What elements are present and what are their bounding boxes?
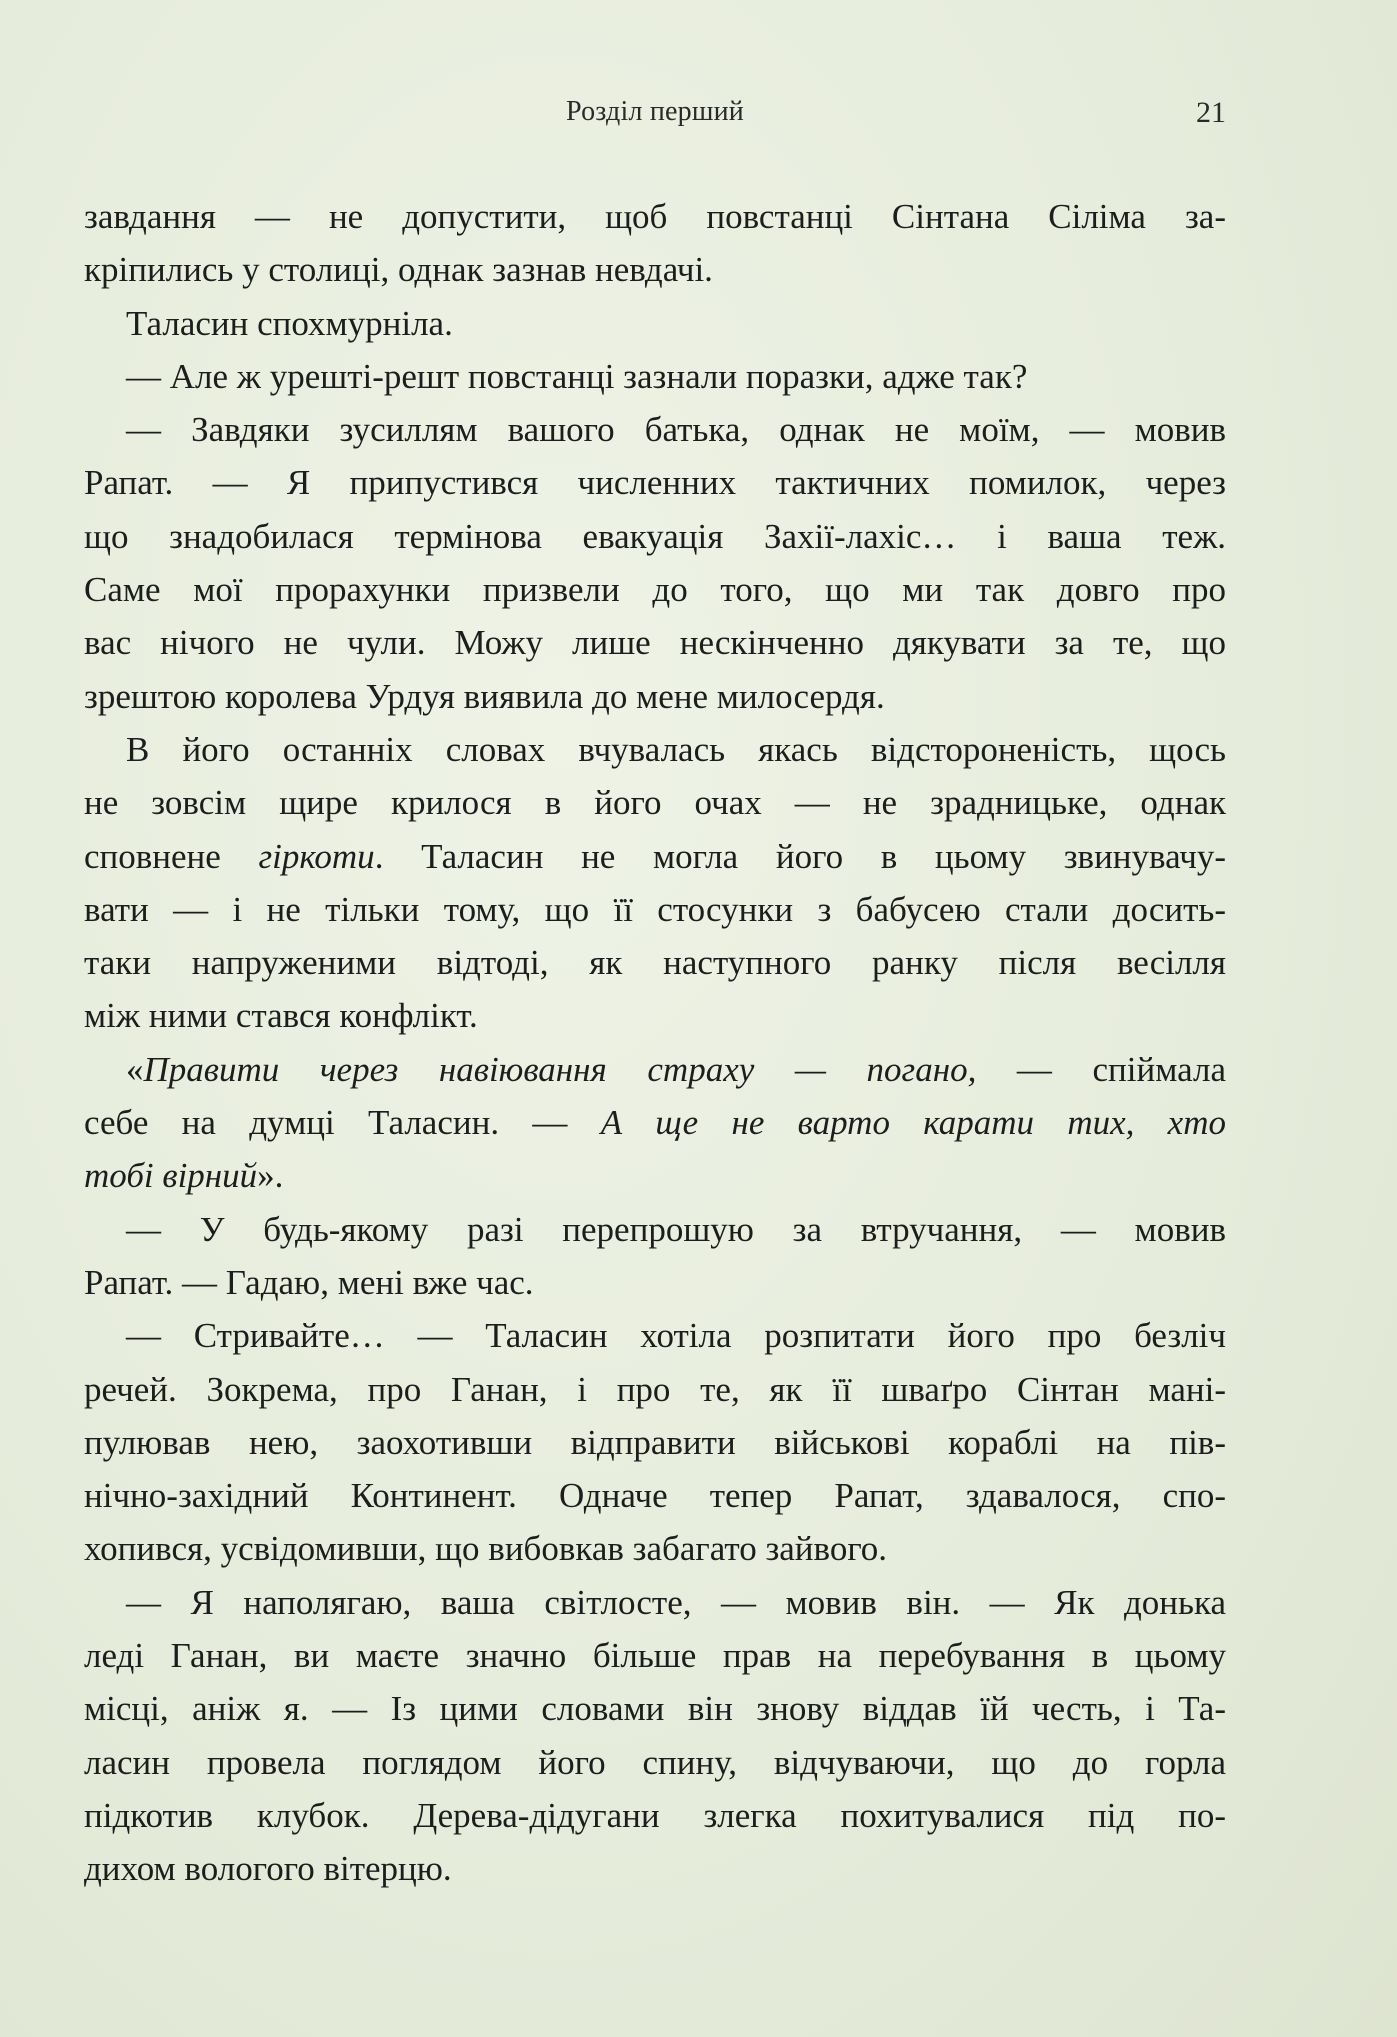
- text-line: сповнене гіркоти. Таласин не могла його в цьому звинувачу-: [84, 836, 1226, 876]
- text-line: Рапат. — Я припустився численних тактичних помилок, через: [84, 463, 1226, 503]
- text-line: «Правити через навіювання страху — погано, — спіймала: [126, 1049, 1226, 1089]
- text-line: тобі вірний».: [84, 1156, 284, 1196]
- paragraph: [84, 1309, 1226, 1575]
- text-line: Таласин спохмурніла.: [126, 303, 453, 343]
- text-line: Рапат. — Гадаю, мені вже час.: [84, 1262, 534, 1302]
- paragraph: [84, 190, 1226, 297]
- text-line: місці, аніж я. — Із цими словами він знову віддав їй честь, і Та-: [84, 1689, 1226, 1729]
- text-line: дихом вологого вітерцю.: [84, 1849, 452, 1889]
- text-line: пулював нею, заохотивши відправити військові кораблі на пів-: [84, 1422, 1226, 1462]
- text-line: ласин провела поглядом його спину, відчуваючи, що до горла: [84, 1742, 1226, 1782]
- paragraph: [84, 350, 1226, 403]
- page-number: 21: [1196, 96, 1226, 129]
- text-line: В його останніх словах вчувалась якась відстороненість, щось: [126, 729, 1226, 769]
- text-line: Саме мої прорахунки призвели до того, що ми так довго про: [84, 570, 1226, 610]
- text-line: не зовсім щире крилося в його очах — не зрадницьке, однак: [84, 783, 1226, 823]
- text-line: зрештою королева Урдуя виявила до мене милосердя.: [84, 676, 885, 716]
- text-line: нічно-західний Континент. Одначе тепер Рапат, здавалося, спо-: [84, 1476, 1226, 1516]
- text-line: хопився, усвідомивши, що вибовкав забагато зайвого.: [84, 1529, 888, 1569]
- paragraph: [84, 403, 1226, 723]
- text-line: підкотив клубок. Дерева-дідугани злегка похитувалися під по-: [84, 1795, 1226, 1835]
- paragraph: [84, 1043, 1226, 1203]
- text-line: — Я наполягаю, ваша світлосте, — мовив він. — Як донька: [126, 1582, 1226, 1622]
- text-line: себе на думці Таласин. — А ще не варто карати тих, хто: [84, 1103, 1226, 1143]
- text-line: — Завдяки зусиллям вашого батька, однак не моїм, — мовив: [126, 410, 1226, 450]
- paragraph: [84, 1203, 1226, 1310]
- chapter-title: Розділ перший: [566, 96, 744, 127]
- paragraph: [84, 297, 1226, 350]
- text-line: — У будь-якому разі перепрошую за втручання, — мовив: [126, 1209, 1226, 1249]
- text-line: леді Ганан, ви маєте значно більше прав на перебування в цьому: [84, 1636, 1226, 1676]
- text-line: завдання — не допустити, щоб повстанці Сінтана Сіліма за-: [84, 197, 1226, 236]
- text-line: речей. Зокрема, про Ганан, і про те, як її шваґро Сінтан мані-: [84, 1369, 1226, 1409]
- text-line: кріпились у столиці, однак зазнав невдачі.: [84, 250, 713, 290]
- body-text: [84, 190, 1226, 1896]
- text-line: вас нічого не чули. Можу лише нескінченно дякувати за те, що: [84, 623, 1226, 663]
- text-line: вати — і не тільки тому, що її стосунки з бабусею стали досить-: [84, 889, 1226, 929]
- paragraph: [84, 723, 1226, 1043]
- text-line: між ними стався конфлікт.: [84, 996, 478, 1036]
- text-line: — Але ж урешті-решт повстанці зазнали поразки, адже так?: [126, 356, 1028, 396]
- text-line: таки напруженими відтоді, як наступного ранку після весілля: [84, 943, 1226, 983]
- running-head: [84, 96, 1226, 136]
- paragraph: [84, 1576, 1226, 1896]
- text-line: що знадобилася термінова евакуація Захії-лахіс… і ваша теж.: [84, 516, 1226, 556]
- text-line: — Стривайте… — Таласин хотіла розпитати його про безліч: [126, 1316, 1226, 1356]
